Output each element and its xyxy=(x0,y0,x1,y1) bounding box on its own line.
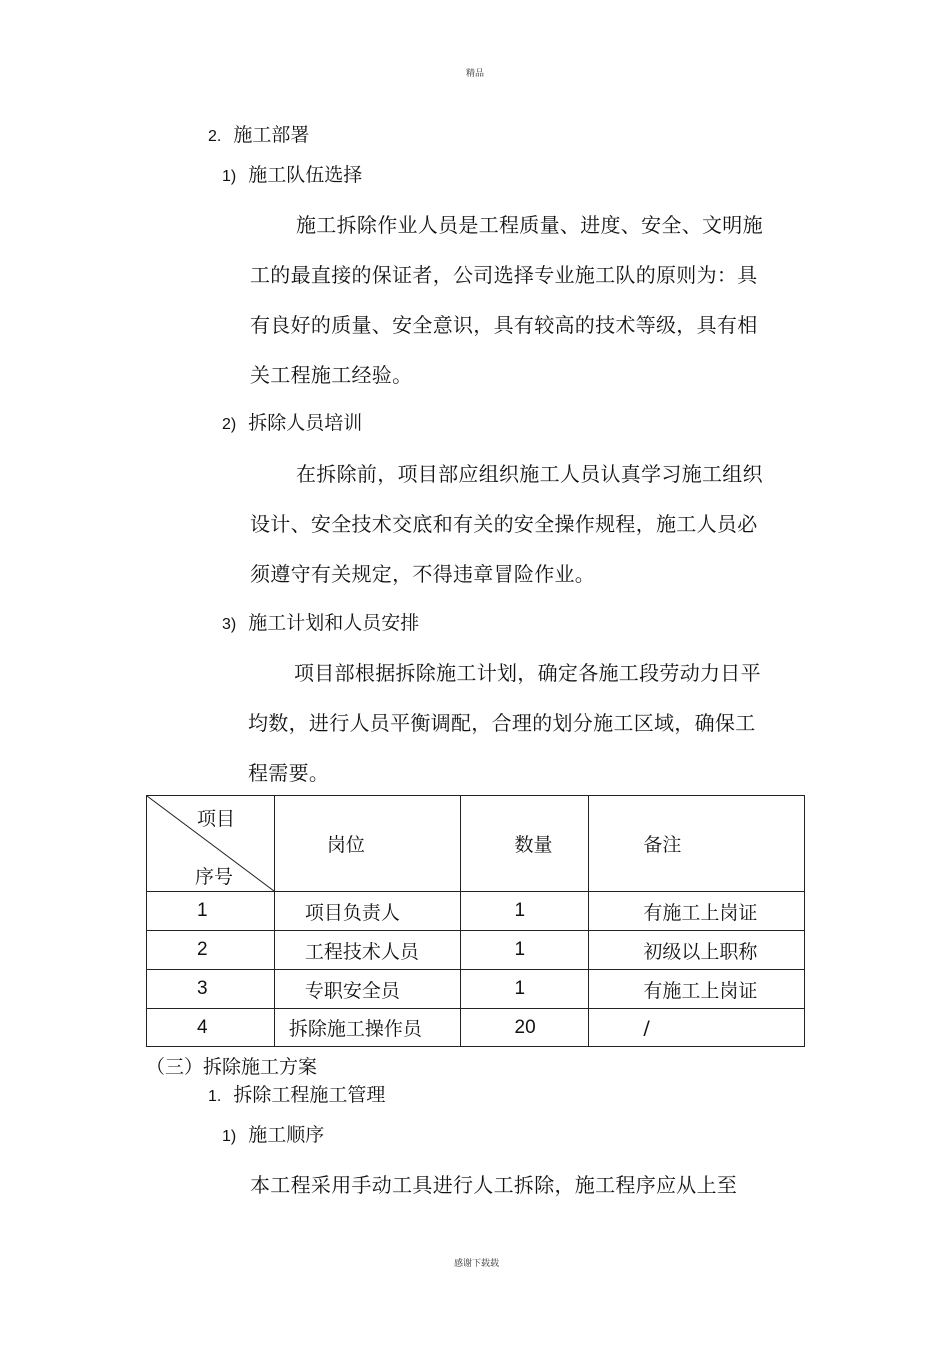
row-number: 3 xyxy=(147,970,275,1009)
section-title: 施工部署 xyxy=(233,124,310,146)
paragraph-line: 程需要。 xyxy=(248,761,330,785)
section-heading xyxy=(208,120,309,147)
note-cell: 初级以上职称 xyxy=(589,931,805,970)
diagonal-header-cell xyxy=(147,796,275,892)
paragraph-line: 关工程施工经验。 xyxy=(250,363,413,387)
paragraph-line: 均数，进行人员平衡调配，合理的划分施工区域，确保工 xyxy=(248,711,756,735)
note-cell: 有施工上岗证 xyxy=(589,892,805,931)
qty-cell: 20 xyxy=(460,1009,589,1047)
paragraph-line: 施工拆除作业人员是工程质量、进度、安全、文明施 xyxy=(296,213,763,237)
row-number: 1 xyxy=(147,892,275,931)
subsection-heading xyxy=(222,408,362,435)
subsection-title: 拆除人员培训 xyxy=(248,412,363,434)
section-number: 2. xyxy=(208,128,222,145)
paragraph-line: 在拆除前，项目部应组织施工人员认真学习施工组织 xyxy=(296,462,763,486)
diagonal-header-bottom: 序号 xyxy=(195,866,234,888)
table-row xyxy=(147,1009,805,1047)
paragraph-line: 本工程采用手动工具进行人工拆除，施工程序应从上至 xyxy=(250,1173,738,1197)
subsection-title: 施工顺序 xyxy=(248,1124,325,1146)
note-cell: 有施工上岗证 xyxy=(589,970,805,1009)
row-number: 2 xyxy=(147,931,275,970)
column-header: 备注 xyxy=(589,796,805,892)
subsection-heading xyxy=(222,160,362,187)
post-cell: 拆除施工操作员 xyxy=(274,1009,460,1047)
post-cell: 专职安全员 xyxy=(274,970,460,1009)
subsection-number: 2) xyxy=(222,416,237,433)
table-row xyxy=(147,892,805,931)
section-heading: （三）拆除施工方案 xyxy=(146,1056,318,1078)
qty-cell: 1 xyxy=(460,931,589,970)
note-cell: / xyxy=(589,1009,805,1047)
section-title: 拆除工程施工管理 xyxy=(233,1084,386,1106)
subsection-number: 1) xyxy=(222,168,237,185)
table-row xyxy=(147,970,805,1009)
diagonal-header-top: 项目 xyxy=(197,808,236,830)
staff-table xyxy=(146,795,805,1047)
row-number: 4 xyxy=(147,1009,275,1047)
section-heading xyxy=(208,1080,385,1107)
paragraph-line: 设计、安全技术交底和有关的安全操作规程，施工人员必 xyxy=(250,512,758,536)
subsection-number: 1) xyxy=(222,1128,237,1145)
post-cell: 工程技术人员 xyxy=(274,931,460,970)
qty-cell: 1 xyxy=(460,970,589,1009)
subsection-title: 施工队伍选择 xyxy=(248,164,363,186)
table-row xyxy=(147,931,805,970)
page-header: 精品 xyxy=(466,69,485,79)
paragraph-line: 须遵守有关规定，不得违章冒险作业。 xyxy=(250,562,596,586)
qty-cell: 1 xyxy=(460,892,589,931)
subsection-title: 施工计划和人员安排 xyxy=(248,612,420,634)
post-cell: 项目负责人 xyxy=(274,892,460,931)
paragraph-line: 有良好的质量、安全意识，具有较高的技术等级，具有相 xyxy=(250,313,758,337)
column-header: 岗位 xyxy=(274,796,460,892)
subsection-heading xyxy=(222,608,419,635)
paragraph-line: 工的最直接的保证者，公司选择专业施工队的原则为：具 xyxy=(250,263,758,287)
section-number: 1. xyxy=(208,1088,222,1105)
paragraph-line: 项目部根据拆除施工计划，确定各施工段劳动力日平 xyxy=(294,661,761,685)
subsection-number: 3) xyxy=(222,616,237,633)
column-header: 数量 xyxy=(460,796,589,892)
table-header-row xyxy=(147,796,805,892)
page-footer: 感谢下载载 xyxy=(454,1259,500,1269)
subsection-heading xyxy=(222,1120,324,1147)
